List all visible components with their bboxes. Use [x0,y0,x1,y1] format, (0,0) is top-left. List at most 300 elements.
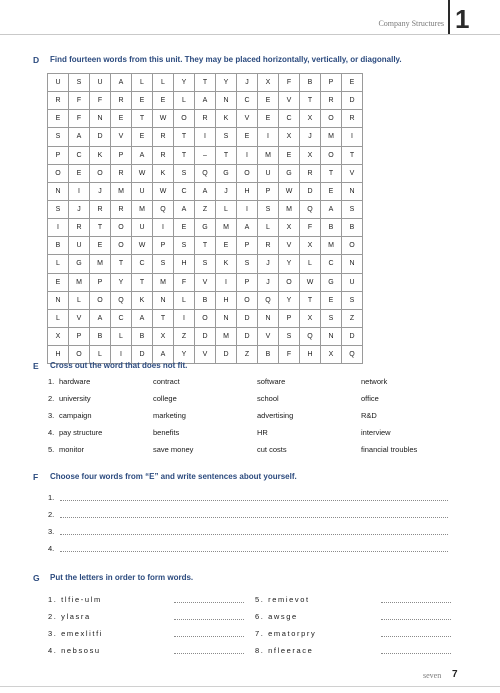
grid-cell[interactable]: M [69,273,90,291]
grid-cell[interactable]: B [342,219,363,237]
grid-cell[interactable]: O [111,237,132,255]
grid-cell[interactable]: X [279,128,300,146]
grid-cell[interactable]: V [258,327,279,345]
grid-cell[interactable]: D [90,128,111,146]
word-option[interactable]: college [153,394,177,403]
grid-cell[interactable]: A [174,200,195,218]
grid-cell[interactable]: O [111,219,132,237]
grid-cell[interactable]: M [258,146,279,164]
grid-cell[interactable]: K [153,164,174,182]
grid-cell[interactable]: L [216,200,237,218]
grid-cell[interactable]: N [342,182,363,200]
grid-cell[interactable]: O [321,110,342,128]
grid-cell[interactable]: V [195,273,216,291]
answer-line[interactable] [60,551,448,552]
grid-cell[interactable]: F [69,110,90,128]
grid-cell[interactable]: Q [153,200,174,218]
grid-cell[interactable]: L [300,255,321,273]
grid-cell[interactable]: T [195,74,216,92]
grid-cell[interactable]: G [321,273,342,291]
line-number: 1. [48,493,55,502]
grid-cell[interactable]: E [90,237,111,255]
grid-cell[interactable]: W [153,182,174,200]
grid-cell[interactable]: X [279,219,300,237]
grid-cell[interactable]: X [300,146,321,164]
answer-line[interactable] [174,653,244,654]
grid-cell[interactable]: B [90,327,111,345]
grid-cell[interactable]: D [237,309,258,327]
grid-cell[interactable]: Z [342,309,363,327]
sentence-line [48,544,448,556]
grid-cell[interactable]: X [48,327,69,345]
grid-cell[interactable]: R [48,92,69,110]
grid-cell[interactable]: N [216,92,237,110]
grid-cell[interactable]: S [342,200,363,218]
grid-cell[interactable]: L [69,291,90,309]
grid-cell[interactable]: O [237,291,258,309]
grid-cell[interactable]: R [321,92,342,110]
word-option[interactable]: R&D [361,411,377,420]
section-e-instruction: Cross out the word that does not fit. [50,361,188,370]
grid-cell[interactable]: C [321,255,342,273]
grid-cell[interactable]: X [300,110,321,128]
grid-cell[interactable]: L [258,219,279,237]
grid-cell[interactable]: G [69,255,90,273]
grid-cell[interactable]: J [258,255,279,273]
grid-cell[interactable]: M [321,237,342,255]
grid-cell[interactable]: D [195,327,216,345]
grid-cell[interactable]: E [342,74,363,92]
scramble-item [255,595,451,607]
grid-cell[interactable]: A [111,74,132,92]
answer-line[interactable] [174,619,244,620]
grid-cell[interactable]: X [258,74,279,92]
grid-cell[interactable]: T [111,255,132,273]
grid-cell[interactable]: M [216,327,237,345]
grid-cell[interactable]: E [69,164,90,182]
grid-cell[interactable]: V [279,92,300,110]
grid-cell[interactable]: E [174,219,195,237]
grid-cell[interactable]: L [48,255,69,273]
grid-cell[interactable]: Q [300,200,321,218]
word-option[interactable]: marketing [153,411,186,420]
grid-cell[interactable]: T [132,110,153,128]
grid-cell[interactable]: S [342,291,363,309]
grid-cell[interactable]: I [237,200,258,218]
grid-cell[interactable]: K [90,146,111,164]
grid-cell[interactable]: G [195,219,216,237]
answer-line[interactable] [381,602,451,603]
word-option[interactable]: save money [153,445,194,454]
grid-cell[interactable]: V [342,164,363,182]
grid-cell[interactable]: D [342,327,363,345]
grid-cell[interactable]: S [153,255,174,273]
grid-cell[interactable]: N [321,327,342,345]
grid-cell[interactable]: N [216,309,237,327]
grid-cell[interactable]: J [258,273,279,291]
grid-cell[interactable]: F [300,219,321,237]
footer-rule [0,686,500,687]
word-option[interactable]: cut costs [257,445,287,454]
word-option[interactable]: school [257,394,279,403]
grid-cell[interactable]: Z [237,346,258,364]
grid-cell[interactable]: F [90,92,111,110]
grid-cell[interactable]: A [195,92,216,110]
grid-cell[interactable]: V [237,110,258,128]
scrambled-letters: 5. remievot [255,595,310,604]
word-option[interactable]: HR [257,428,268,437]
grid-cell[interactable]: E [48,273,69,291]
grid-cell[interactable]: E [321,291,342,309]
word-option[interactable]: campaign [59,411,92,420]
grid-cell[interactable]: K [216,255,237,273]
grid-cell[interactable]: P [111,146,132,164]
grid-cell[interactable]: H [174,255,195,273]
grid-cell[interactable]: S [279,327,300,345]
grid-cell[interactable]: B [321,219,342,237]
grid-cell[interactable]: E [216,237,237,255]
grid-cell[interactable]: J [300,128,321,146]
grid-cell[interactable]: U [132,182,153,200]
grid-cell[interactable]: M [132,200,153,218]
running-head: Company Structures [378,19,444,28]
grid-cell[interactable]: O [174,110,195,128]
grid-cell[interactable]: T [174,146,195,164]
grid-cell[interactable]: B [132,327,153,345]
grid-cell[interactable]: X [153,327,174,345]
grid-cell[interactable]: C [174,182,195,200]
grid-cell[interactable]: I [69,182,90,200]
grid-cell[interactable]: I [258,128,279,146]
grid-cell[interactable]: U [342,273,363,291]
grid-cell[interactable]: R [111,164,132,182]
grid-cell[interactable]: M [90,255,111,273]
grid-cell[interactable]: Y [174,346,195,364]
grid-cell[interactable]: M [111,182,132,200]
grid-cell[interactable]: I [237,146,258,164]
grid-cell[interactable]: S [48,128,69,146]
grid-cell[interactable]: C [279,110,300,128]
footer-page-number: 7 [452,669,458,680]
line-number: 3. [48,527,55,536]
grid-cell[interactable]: E [132,128,153,146]
grid-cell[interactable]: Z [195,200,216,218]
grid-cell[interactable]: R [342,110,363,128]
grid-cell[interactable]: C [237,92,258,110]
grid-cell[interactable]: L [90,346,111,364]
answer-line[interactable] [381,653,451,654]
grid-cell[interactable]: C [111,309,132,327]
grid-row [48,237,363,255]
grid-cell[interactable]: E [258,110,279,128]
grid-cell[interactable]: Q [342,346,363,364]
grid-cell[interactable]: W [132,164,153,182]
answer-line[interactable] [174,636,244,637]
grid-cell[interactable]: V [195,346,216,364]
grid-cell[interactable]: Q [195,164,216,182]
grid-cell[interactable]: Q [300,327,321,345]
grid-cell[interactable]: E [153,92,174,110]
grid-cell[interactable]: W [279,182,300,200]
grid-cell[interactable]: F [279,346,300,364]
grid-cell[interactable]: W [153,110,174,128]
grid-cell[interactable]: J [216,182,237,200]
word-option[interactable]: advertising [257,411,294,420]
grid-cell[interactable]: I [48,219,69,237]
grid-cell[interactable]: V [69,309,90,327]
grid-cell[interactable]: C [69,146,90,164]
grid-cell[interactable]: R [69,219,90,237]
grid-cell[interactable]: D [216,346,237,364]
grid-cell[interactable]: R [258,237,279,255]
grid-cell[interactable]: A [69,128,90,146]
grid-cell[interactable]: A [153,346,174,364]
scrambled-letters: 3. emexlitfi [48,629,104,638]
grid-cell[interactable]: U [48,74,69,92]
grid-cell[interactable]: T [90,219,111,237]
grid-cell[interactable]: M [279,200,300,218]
grid-cell[interactable]: T [321,164,342,182]
grid-cell[interactable]: P [279,309,300,327]
grid-cell[interactable]: P [48,146,69,164]
answer-line[interactable] [381,619,451,620]
grid-cell[interactable]: Y [174,74,195,92]
grid-cell[interactable]: E [132,92,153,110]
grid-cell[interactable]: P [153,237,174,255]
grid-cell[interactable]: T [132,273,153,291]
grid-cell[interactable]: L [174,291,195,309]
grid-cell[interactable]: A [237,219,258,237]
grid-cell[interactable]: S [69,74,90,92]
grid-cell[interactable]: M [153,273,174,291]
sentence-line [48,510,448,522]
grid-cell[interactable]: X [300,237,321,255]
grid-cell[interactable]: R [153,146,174,164]
grid-cell[interactable]: Y [216,74,237,92]
grid-cell[interactable]: S [216,128,237,146]
answer-line[interactable] [60,500,448,501]
answer-line[interactable] [60,517,448,518]
grid-cell[interactable]: H [237,182,258,200]
grid-cell[interactable]: D [300,182,321,200]
grid-cell[interactable]: S [48,200,69,218]
grid-cell[interactable]: O [342,237,363,255]
grid-cell[interactable]: P [321,74,342,92]
grid-cell[interactable]: E [237,128,258,146]
grid-cell[interactable]: O [279,273,300,291]
grid-row [48,110,363,128]
grid-cell[interactable]: P [258,182,279,200]
grid-cell[interactable]: G [216,164,237,182]
section-g-letter: G [33,573,40,583]
grid-cell[interactable]: A [321,200,342,218]
grid-cell[interactable]: O [195,309,216,327]
grid-cell[interactable]: U [132,219,153,237]
grid-cell[interactable]: R [300,164,321,182]
grid-cell[interactable]: – [195,146,216,164]
grid-row [48,219,363,237]
grid-cell[interactable]: L [153,74,174,92]
grid-cell[interactable]: Y [279,291,300,309]
grid-cell[interactable]: N [90,110,111,128]
grid-cell[interactable]: R [90,200,111,218]
grid-cell[interactable]: P [237,237,258,255]
grid-cell[interactable]: O [237,164,258,182]
row-number: 3. [48,411,55,420]
grid-cell[interactable]: O [90,164,111,182]
grid-cell[interactable]: K [216,110,237,128]
grid-cell[interactable]: O [69,346,90,364]
grid-cell[interactable]: T [342,146,363,164]
grid-cell[interactable]: M [321,128,342,146]
grid-cell[interactable]: T [216,146,237,164]
grid-cell[interactable]: X [300,309,321,327]
grid-cell[interactable]: I [153,219,174,237]
grid-cell[interactable]: H [48,346,69,364]
grid-cell[interactable]: U [69,237,90,255]
word-option[interactable]: contract [153,377,180,386]
grid-cell[interactable]: J [69,200,90,218]
scramble-item [48,629,244,641]
grid-cell[interactable]: I [342,128,363,146]
grid-cell[interactable]: B [258,346,279,364]
grid-cell[interactable]: M [216,219,237,237]
grid-cell[interactable]: D [342,92,363,110]
scramble-item [255,612,451,624]
grid-cell[interactable]: S [237,255,258,273]
grid-cell[interactable]: F [69,92,90,110]
grid-cell[interactable]: I [195,128,216,146]
answer-line[interactable] [174,602,244,603]
grid-cell[interactable]: P [69,327,90,345]
sentence-line [48,493,448,505]
word-row [48,445,458,457]
grid-cell[interactable]: C [132,255,153,273]
grid-cell[interactable]: T [153,309,174,327]
grid-cell[interactable]: T [300,92,321,110]
grid-cell[interactable]: A [195,182,216,200]
grid-cell[interactable]: Y [279,255,300,273]
grid-cell[interactable]: S [321,309,342,327]
grid-cell[interactable]: U [90,74,111,92]
grid-cell[interactable]: S [195,255,216,273]
grid-cell[interactable]: N [48,291,69,309]
grid-cell[interactable]: B [48,237,69,255]
grid-cell[interactable]: L [132,74,153,92]
grid-cell[interactable]: I [111,346,132,364]
word-option[interactable]: hardware [59,377,91,386]
grid-cell[interactable]: V [279,237,300,255]
grid-cell[interactable]: L [174,92,195,110]
grid-cell[interactable]: G [279,164,300,182]
grid-cell[interactable]: S [174,164,195,182]
grid-cell[interactable]: J [237,74,258,92]
grid-cell[interactable]: T [300,291,321,309]
grid-row [48,92,363,110]
word-option[interactable]: benefits [153,428,180,437]
grid-cell[interactable]: S [174,237,195,255]
grid-cell[interactable]: W [300,273,321,291]
scramble-item [48,646,244,658]
word-option[interactable]: pay structure [59,428,103,437]
grid-cell[interactable]: J [90,182,111,200]
grid-cell[interactable]: F [174,273,195,291]
grid-cell[interactable]: B [300,74,321,92]
grid-cell[interactable]: A [90,309,111,327]
grid-cell[interactable]: R [195,110,216,128]
footer-page-word: seven [423,671,442,680]
grid-cell[interactable]: R [153,128,174,146]
grid-cell[interactable]: T [174,128,195,146]
grid-cell[interactable]: E [279,146,300,164]
grid-cell[interactable]: R [111,200,132,218]
word-option[interactable]: office [361,394,379,403]
grid-cell[interactable]: A [132,309,153,327]
grid-cell[interactable]: H [216,291,237,309]
grid-cell[interactable]: K [132,291,153,309]
grid-cell[interactable]: O [48,164,69,182]
grid-cell[interactable]: U [258,164,279,182]
grid-cell[interactable]: A [132,146,153,164]
grid-cell[interactable]: N [258,309,279,327]
word-option[interactable]: university [59,394,91,403]
grid-cell[interactable]: R [111,92,132,110]
answer-line[interactable] [381,636,451,637]
grid-cell[interactable]: E [258,92,279,110]
grid-cell[interactable]: I [216,273,237,291]
grid-cell[interactable]: E [48,110,69,128]
section-e-letter: E [33,361,39,371]
grid-cell[interactable]: N [342,255,363,273]
grid-cell[interactable]: P [90,273,111,291]
word-option[interactable]: interview [361,428,391,437]
grid-cell[interactable]: S [258,200,279,218]
word-row [48,411,458,423]
grid-cell[interactable]: W [132,237,153,255]
grid-cell[interactable]: B [195,291,216,309]
grid-cell[interactable]: N [48,182,69,200]
grid-cell[interactable]: H [300,346,321,364]
grid-cell[interactable]: E [111,110,132,128]
grid-cell[interactable]: I [174,309,195,327]
section-f-letter: F [33,472,39,482]
word-option[interactable]: financial troubles [361,445,418,454]
grid-cell[interactable]: D [132,346,153,364]
word-option[interactable]: software [257,377,286,386]
grid-cell[interactable]: T [195,237,216,255]
grid-cell[interactable]: L [48,309,69,327]
grid-cell[interactable]: O [321,146,342,164]
grid-cell[interactable]: P [237,273,258,291]
grid-cell[interactable]: Y [111,273,132,291]
grid-cell[interactable]: Q [111,291,132,309]
grid-cell[interactable]: D [237,327,258,345]
grid-cell[interactable]: X [321,346,342,364]
grid-cell[interactable]: F [279,74,300,92]
grid-cell[interactable]: L [111,327,132,345]
grid-cell[interactable]: Z [174,327,195,345]
scramble-item [255,646,451,658]
word-option[interactable]: monitor [59,445,85,454]
grid-cell[interactable]: N [153,291,174,309]
grid-cell[interactable]: O [90,291,111,309]
grid-cell[interactable]: E [321,182,342,200]
grid-cell[interactable]: Q [258,291,279,309]
section-g-instruction: Put the letters in order to form words. [50,573,194,582]
word-option[interactable]: network [361,377,388,386]
grid-cell[interactable]: V [111,128,132,146]
answer-line[interactable] [60,534,448,535]
